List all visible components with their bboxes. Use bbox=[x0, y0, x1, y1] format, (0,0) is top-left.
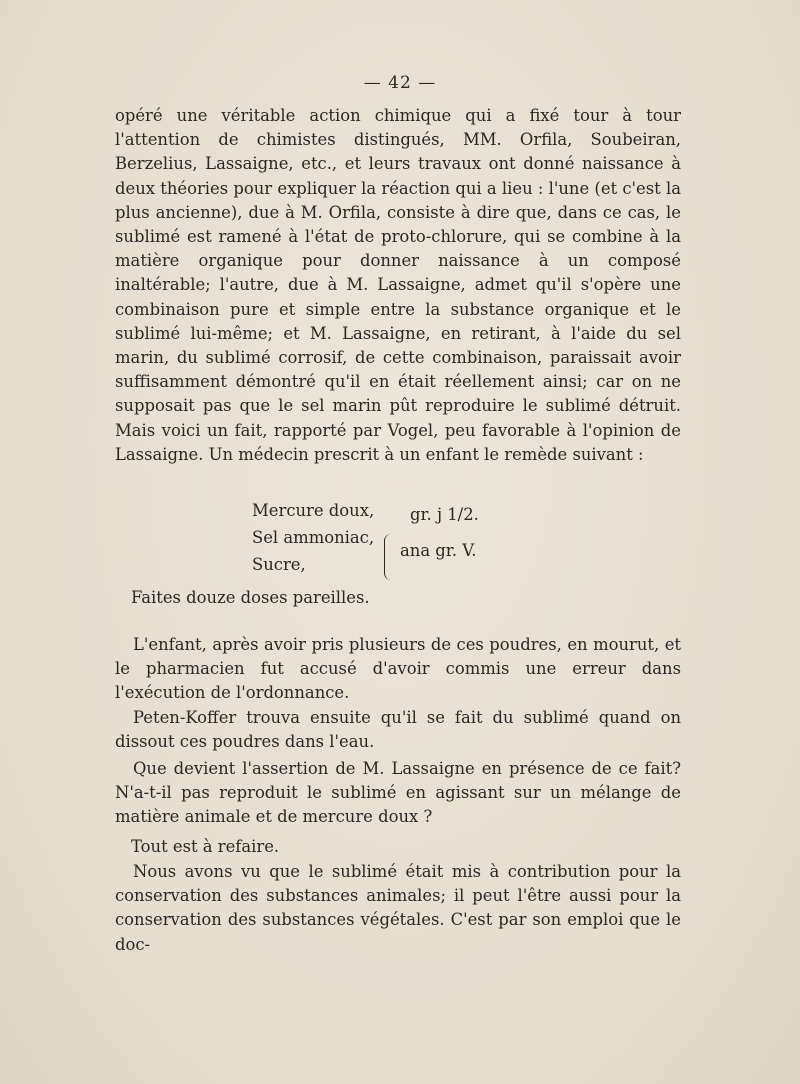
paragraph-5: Tout est à refaire. bbox=[131, 837, 280, 856]
paragraph-3: Peten-Koffer trouva ensuite qu'il se fait du sublimé quand on dissout ces poudres dans l'eau. bbox=[115, 708, 681, 752]
instruction-line: Faites douze doses pareilles. bbox=[131, 588, 370, 607]
paragraph-1: opéré une véritable action chimique qui a fixé tour à tour l'attention de chimistes distingués, MM. Orfila, Soubeiran, Berzelius, Lassaigne, etc., et leurs travaux ont donné naissance à deux théories pour expliquer la réaction qui a lieu : l'une (et c'est la plus ancienne), due à M. Orfila, consiste à dire que, dans ce cas, le sublimé est ramené à l'état de proto-chlorure, qui se combine à la matière organique pour donner naissance à un composé inaltérable; l'autre, due à M. Lassaigne, admet qu'il s'opère une combinaison pure et simple entre la substance organique et le sublimé lui-même; et M. Lassaigne, en retirant, à l'aide du sel marin, du sublimé corrosif, de cette combinaison, paraissait avoir suffisamment démontré qu'il en était réellement ainsi; car on ne supposait pas que le sel marin pût reproduire le sublimé détruit. Mais voici un fait, rapporté par Vogel, peu favorable à l'opinion de Lassaigne. Un médecin prescrit à un enfant le remède suivant : bbox=[115, 106, 681, 464]
paragraph-2: L'enfant, après avoir pris plusieurs de ces poudres, en mourut, et le pharmacien fut accusé d'avoir commis une erreur dans l'exécution de l'ordonnance. bbox=[115, 635, 681, 703]
prescription-item-1-dose: gr. j 1/2. bbox=[410, 505, 479, 524]
paragraph-4: Que devient l'assertion de M. Lassaigne en présence de ce fait? N'a-t-il pas reproduit le sublimé en agissant sur un mélange de matière animale et de mercure doux ? bbox=[115, 759, 681, 827]
paragraph-6: Nous avons vu que le sublimé était mis à contribution pour la conservation des substances animales; il peut l'être aussi pour la conservation des substances végétales. C'est par son emploi que le doc- bbox=[115, 862, 681, 954]
page-number: — 42 — bbox=[363, 73, 437, 93]
prescription-items-2-3-dose: ana gr. V. bbox=[400, 541, 477, 560]
prescription-item-1: Mercure doux, bbox=[252, 501, 375, 520]
brace-icon bbox=[384, 534, 391, 580]
prescription-item-3: Sucre, bbox=[252, 555, 306, 574]
prescription-item-2: Sel ammoniac, bbox=[252, 528, 375, 547]
